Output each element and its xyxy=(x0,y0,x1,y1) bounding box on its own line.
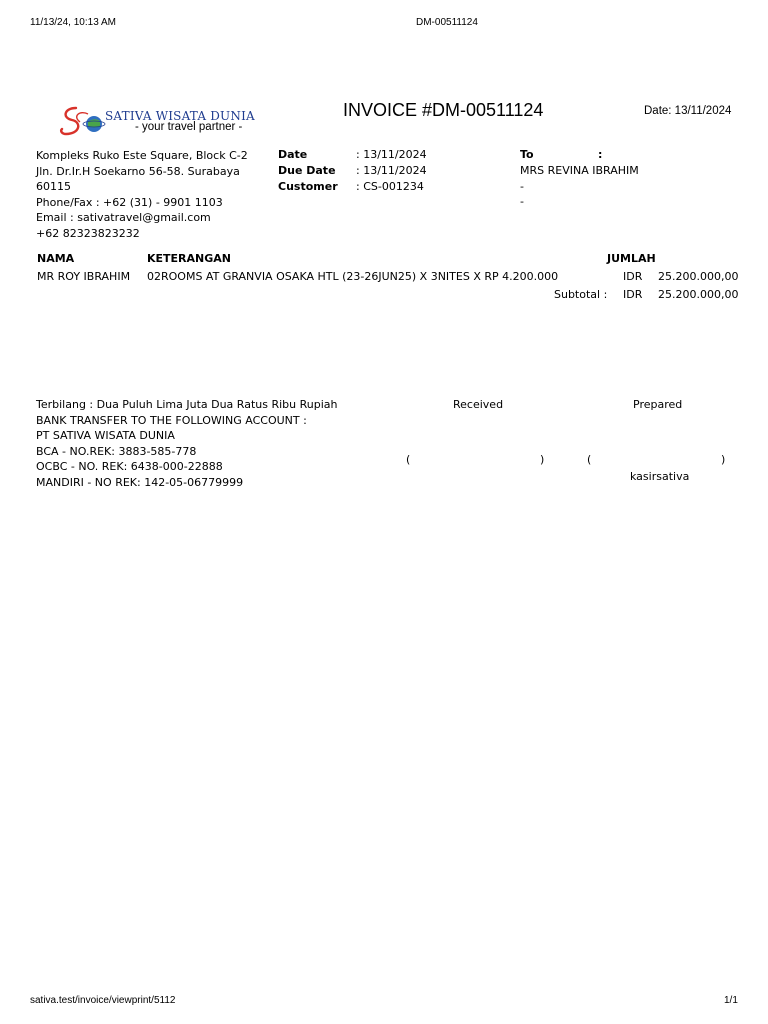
globe-swoosh-icon xyxy=(58,104,108,138)
received-label: Received xyxy=(453,398,504,411)
due-date-value: : 13/11/2024 xyxy=(356,164,427,177)
bank-line: OCBC - NO. REK: 6438-000-22888 xyxy=(36,460,223,473)
payment-info xyxy=(36,397,337,490)
mobile-line: +62 82323823232 xyxy=(36,226,140,240)
row-currency: IDR xyxy=(623,270,643,283)
row-amount: 25.200.000,00 xyxy=(658,270,739,283)
print-url: sativa.test/invoice/viewprint/5112 xyxy=(30,995,176,1006)
date-label: Date xyxy=(278,148,308,161)
subtotal-currency: IDR xyxy=(623,288,643,301)
col-header-keterangan: KETERANGAN xyxy=(147,252,231,265)
subtotal-label: Subtotal : xyxy=(554,288,608,301)
invoice-date: Date: 13/11/2024 xyxy=(644,105,732,117)
customer-label: Customer xyxy=(278,180,338,193)
prepared-close-paren: ) xyxy=(721,453,726,466)
terbilang-text: Terbilang : Dua Puluh Lima Juta Dua Ratus Ribu Rupiah xyxy=(36,398,338,411)
logo-company-name: SATIVA WISATA DUNIA xyxy=(105,109,255,123)
row-nama: MR ROY IBRAHIM xyxy=(37,270,131,283)
received-open-paren: ( xyxy=(406,453,411,466)
prepared-open-paren: ( xyxy=(587,453,592,466)
to-line: - xyxy=(520,180,524,193)
prepared-label: Prepared xyxy=(633,398,683,411)
date-value: : 13/11/2024 xyxy=(356,148,427,161)
print-page-number: 1/1 xyxy=(724,995,738,1006)
address-line: 60115 xyxy=(36,180,71,193)
prepared-name: kasirsativa xyxy=(630,470,690,483)
to-name: MRS REVINA IBRAHIM xyxy=(520,164,639,177)
customer-value: : CS-001234 xyxy=(356,180,424,193)
to-colon: : xyxy=(598,148,603,161)
phone-line: Phone/Fax : +62 (31) - 9901 1103 xyxy=(36,195,223,209)
received-close-paren: ) xyxy=(540,453,545,466)
bank-line: MANDIRI - NO REK: 142-05-06779999 xyxy=(36,475,244,489)
to-line: - xyxy=(520,195,524,208)
to-label: To xyxy=(520,148,534,161)
company-address xyxy=(36,148,248,241)
subtotal-amount: 25.200.000,00 xyxy=(658,288,739,301)
print-doc-title: DM-00511124 xyxy=(416,17,478,28)
bank-line: BCA - NO.REK: 3883-585-778 xyxy=(36,444,197,458)
bank-line: BANK TRANSFER TO THE FOLLOWING ACCOUNT : xyxy=(36,413,307,427)
address-line: Kompleks Ruko Este Square, Block C-2 xyxy=(36,149,248,162)
col-header-nama: NAMA xyxy=(37,252,75,265)
logo-tagline: - your travel partner - xyxy=(135,121,243,133)
print-datetime: 11/13/24, 10:13 AM xyxy=(30,17,116,28)
bank-line: PT SATIVA WISATA DUNIA xyxy=(36,429,175,442)
company-logo xyxy=(58,104,255,140)
col-header-jumlah: JUMLAH xyxy=(607,252,656,265)
invoice-title: INVOICE #DM-00511124 xyxy=(343,100,544,120)
email-line: Email : sativatravel@gmail.com xyxy=(36,211,211,224)
row-keterangan: 02ROOMS AT GRANVIA OSAKA HTL (23-26JUN25) X 3NITES X RP 4.200.000 xyxy=(147,270,559,283)
due-date-label: Due Date xyxy=(278,164,336,177)
address-line: Jln. Dr.Ir.H Soekarno 56-58. Surabaya xyxy=(36,164,240,178)
